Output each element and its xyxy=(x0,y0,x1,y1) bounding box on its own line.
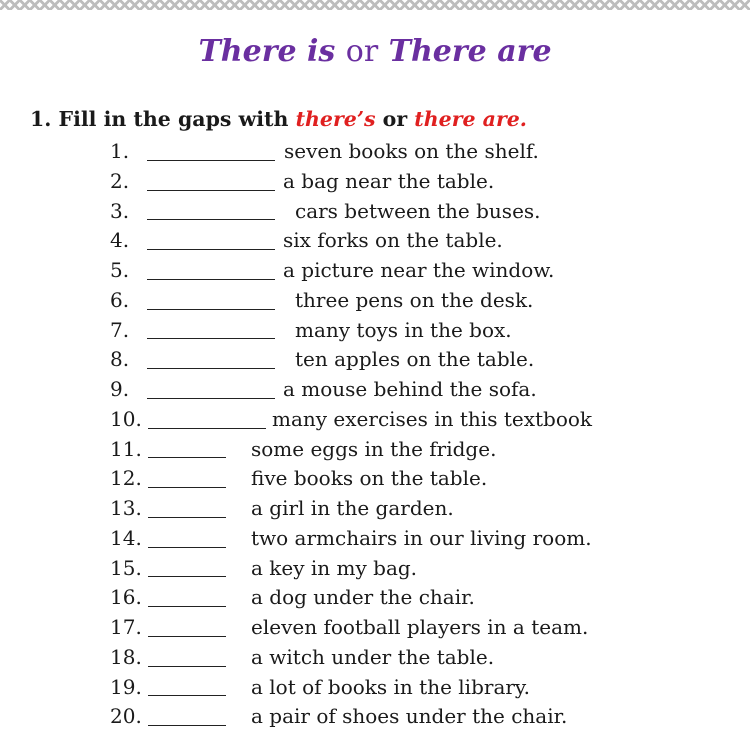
exercise-instruction xyxy=(30,107,527,131)
item-number: 15. xyxy=(110,555,142,580)
exercise-item xyxy=(0,435,750,465)
item-number: 17. xyxy=(110,615,142,639)
instruction-prefix: 1. Fill in the gaps with xyxy=(30,107,289,131)
item-sentence: six forks on the table. xyxy=(283,228,503,253)
item-number: 7. xyxy=(110,317,130,342)
answer-blank[interactable] xyxy=(147,160,275,161)
item-sentence: a pair of shoes under the chair. xyxy=(251,704,568,729)
item-number: 13. xyxy=(110,496,142,520)
item-sentence: some eggs in the fridge. xyxy=(251,436,497,461)
exercise-item xyxy=(0,375,750,405)
answer-blank[interactable] xyxy=(148,428,266,429)
item-number: 1. xyxy=(110,139,130,163)
exercise-item xyxy=(0,316,750,346)
answer-blank[interactable] xyxy=(148,666,226,667)
exercise-item xyxy=(0,613,750,643)
item-sentence: a key in my bag. xyxy=(251,555,418,580)
item-number: 5. xyxy=(110,258,130,282)
item-number: 20. xyxy=(110,704,142,729)
exercise-item xyxy=(0,524,750,554)
exercise-item xyxy=(0,673,750,703)
item-sentence: many exercises in this textbook xyxy=(272,406,593,431)
answer-blank[interactable] xyxy=(147,249,275,250)
item-number: 6. xyxy=(110,287,130,312)
item-number: 12. xyxy=(110,466,142,491)
instruction-option-1: there’s xyxy=(295,107,376,131)
item-number: 4. xyxy=(110,228,130,253)
answer-blank[interactable] xyxy=(148,606,226,607)
exercise-item xyxy=(0,554,750,584)
answer-blank[interactable] xyxy=(148,636,226,637)
instruction-option-2: there are. xyxy=(414,107,527,131)
item-sentence: a witch under the table. xyxy=(251,644,495,669)
exercise-item xyxy=(0,583,750,613)
item-number: 3. xyxy=(110,198,130,223)
answer-blank[interactable] xyxy=(147,309,275,310)
item-number: 11. xyxy=(110,436,142,461)
item-sentence: seven books on the shelf. xyxy=(284,139,539,163)
instruction-middle: or xyxy=(382,107,408,131)
item-number: 18. xyxy=(110,644,142,669)
item-sentence: a bag near the table. xyxy=(283,168,495,193)
item-number: 2. xyxy=(110,168,130,193)
exercise-item xyxy=(0,256,750,286)
item-sentence: a mouse behind the sofa. xyxy=(283,377,537,401)
exercise-item xyxy=(0,702,750,732)
item-sentence: many toys in the box. xyxy=(295,317,512,342)
item-number: 9. xyxy=(110,377,130,401)
answer-blank[interactable] xyxy=(147,398,275,399)
answer-blank[interactable] xyxy=(148,517,226,518)
exercise-item xyxy=(0,464,750,494)
item-sentence: eleven football players in a team. xyxy=(251,615,589,639)
title-part-2: or xyxy=(345,34,379,69)
exercise-item xyxy=(0,167,750,197)
answer-blank[interactable] xyxy=(148,725,226,726)
exercise-item xyxy=(0,197,750,227)
title-part-1: There is xyxy=(198,34,336,69)
answer-blank[interactable] xyxy=(148,457,226,458)
answer-blank[interactable] xyxy=(148,487,226,488)
item-sentence: three pens on the desk. xyxy=(295,287,534,312)
answer-blank[interactable] xyxy=(147,219,275,220)
answer-blank[interactable] xyxy=(147,338,275,339)
answer-blank[interactable] xyxy=(147,279,275,280)
decorative-border xyxy=(0,0,750,12)
exercise-item xyxy=(0,405,750,435)
item-sentence: a picture near the window. xyxy=(283,258,555,282)
item-number: 14. xyxy=(110,525,142,550)
item-number: 10. xyxy=(110,406,142,431)
item-sentence: a girl in the garden. xyxy=(251,496,454,520)
answer-blank[interactable] xyxy=(147,368,275,369)
item-number: 16. xyxy=(110,585,142,610)
item-sentence: a dog under the chair. xyxy=(251,585,475,610)
exercise-item xyxy=(0,226,750,256)
exercise-item xyxy=(0,643,750,673)
item-number: 19. xyxy=(110,674,142,699)
answer-blank[interactable] xyxy=(148,576,226,577)
exercise-item xyxy=(0,494,750,524)
item-sentence: cars between the buses. xyxy=(295,198,541,223)
answer-blank[interactable] xyxy=(148,695,226,696)
exercise-list xyxy=(0,137,750,732)
item-sentence: ten apples on the table. xyxy=(295,347,535,372)
answer-blank[interactable] xyxy=(148,547,226,548)
exercise-item xyxy=(0,137,750,167)
answer-blank[interactable] xyxy=(147,190,275,191)
item-sentence: a lot of books in the library. xyxy=(251,674,530,699)
exercise-item xyxy=(0,345,750,375)
page-title xyxy=(0,34,750,69)
item-sentence: two armchairs in our living room. xyxy=(251,525,592,550)
item-number: 8. xyxy=(110,347,130,372)
item-sentence: five books on the table. xyxy=(251,466,488,491)
exercise-item xyxy=(0,286,750,316)
title-part-3: There are xyxy=(388,34,552,69)
